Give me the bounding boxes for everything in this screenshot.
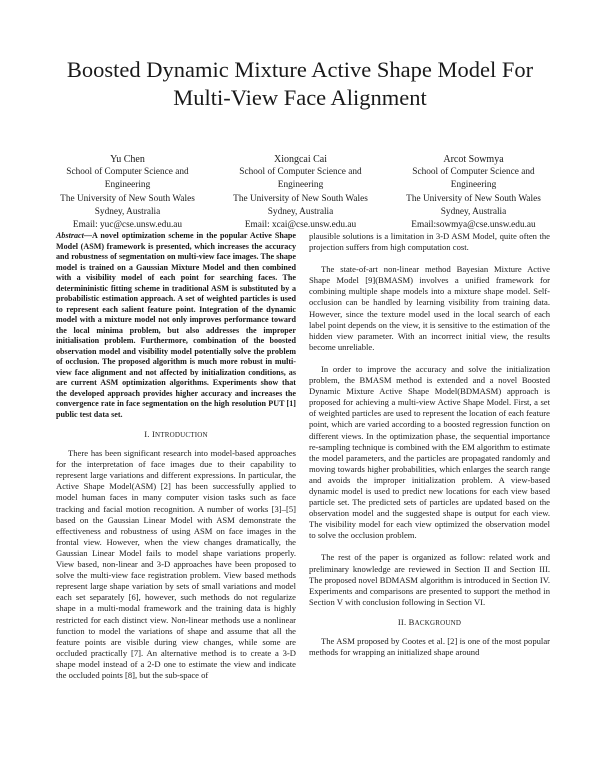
author-affiliation: Engineering — [104, 180, 151, 191]
author-university: The University of New South Wales — [406, 193, 541, 204]
author-affiliation: Engineering — [277, 180, 324, 191]
body-paragraph: The ASM proposed by Cootes et al. [2] is one of the most popular methods for wrapping an initialized shape around — [309, 636, 550, 658]
author-email: Email: xcai@cse.unsw.edu.au — [244, 220, 357, 231]
author-name: Arcot Sowmya — [443, 154, 504, 165]
abstract — [56, 231, 296, 420]
abstract-label: Abstract — [56, 231, 84, 240]
author-name: Yu Chen — [110, 154, 145, 165]
body-paragraph: plausible solutions is a limitation in 3-D ASM Model, quite often the projection suffers from high computation cost. — [309, 231, 550, 253]
author-university: The University of New South Wales — [233, 193, 368, 204]
author-1 — [40, 153, 215, 232]
title-line-1: Boosted Dynamic Mixture Active Shape Model For — [66, 57, 534, 82]
author-affiliation: School of Computer Science and — [412, 167, 535, 178]
intro-paragraph: There has been significant research into model-based approaches for the interpretation of face images due to their capability to represent large variations and different expressions. In particular, the Active Shape Model(ASM) [2] has been successfully applied to model human faces in many computer vision tasks such as face tracking and facial motion recognition. A number of works [3]–[5] based on the Gaussian Linear Model with ASM demonstrate the effectiveness and robustness of using ASM on face images in the frontal view. However, when the view changes dramatically, the Gaussian Linear Model fails to model shape variations properly. View based, non-linear and 3-D approaches have been proposed to solve the multi-view face registration problem. View based methods represent large shape variation by sets of small variations and model each set separately [6], however, such methods do not regularize shape in a multi-modal framework and the training data is highly restricted for each distinct view. Non-linear methods use a nonlinear function to model the variations of shape and assume that all the feature points are visible during view changes, while some are occluded practically [7]. An alternative method is to create a 3-D shape model instead of a 2-D one to estimate the view and indicate the occluded points [8], but the sub-space of — [56, 448, 296, 680]
body-paragraph: In order to improve the accuracy and solve the initialization problem, the BMASM method is extended and a novel Boosted Dynamic Mixture Active Shape Model(BDMASM) approach is proposed for achieving a multi-view Active Shape Model. First, a set of weighted particles are used to represent the location of each feature point, which are varied according to a boosted regression function on different views. In the optimization phase, the sequential importance re-sampling technique is combined with the EM algorithm to estimate the model parameters, and the particles are propagated randomly and moving towards higher probabilities, which enlarges the search range and avoids the improper initialization problem. A view-based dynamic model is used to predict new locations for each view based particle set. The predicted sets of particles are updated based on the observation model and the suggested shape is output for each view. The visibility model for each view optimized the observation model to solve the occlusion problem. — [309, 363, 550, 541]
abstract-text: —A novel optimization scheme in the popular Active Shape Model (ASM) framework is presented, which increases the accuracy and robustness of segmentation on multi-view face images. The shape model is trained on a Gaussian Mixture Model and then combined with a visibility model of each point for searching faces. The determininistic fitting scheme in traditional ASM is substituted by a probabilistic estimation approach. A set of weighted particles is used to represent each salient feature point. Integration of the dynamic model with a mixture model not only improves performance toward the local minima problem, but also addresses the improper initialisation problem. Furthermore, combination of the boosted observation model and visibility model potentially solve the problem of occlusion. The proposed algorithm is much more robust in multi-view face alignment and not affected by initialization conditions, as are current ASM optimization algorithms. Experiments show that the developed approach provides higher accuracy and increases the convergence rate in face segmentation on the high resolution PUT [1] public test data set. — [56, 231, 296, 419]
title-line-2: Multi-View Face Alignment — [173, 85, 427, 110]
left-column — [56, 231, 296, 681]
author-affiliation: School of Computer Science and — [239, 167, 362, 178]
author-affiliation: School of Computer Science and — [66, 167, 189, 178]
author-email: Email:sowmya@cse.unsw.edu.au — [411, 220, 536, 231]
author-location: Sydney, Australia — [94, 206, 161, 217]
author-location: Sydney, Australia — [440, 206, 507, 217]
body-paragraph: The rest of the paper is organized as follow: related work and preliminary knowledge are reviewed in Section II and Section III. The proposed novel BDMASM algorithm is introduced in Section IV. Experiments and comparisons are presented to support the method in Section V with conclusion following in Section VI. — [309, 552, 550, 607]
author-3 — [386, 153, 561, 232]
author-location: Sydney, Australia — [267, 206, 334, 217]
author-email: Email: yuc@cse.unsw.edu.au — [72, 220, 183, 231]
author-2 — [213, 153, 388, 232]
author-affiliation: Engineering — [450, 180, 497, 191]
section-heading-background: II. BACKGROUND — [397, 616, 462, 627]
body-paragraph: The state-of-art non-linear method Bayesian Mixture Active Shape Model [9](BMASM) involves a unified framework for combining multiple shape models into a mixture shape model. Self-occlusion can be handled by learning visibility from training data. However, since the texture model used in the local search of each label point depends on the view, it is sensitive to the estimation of the hidden view parameter. With an incorrect initial view, the results become unreliable. — [309, 264, 550, 352]
author-university: The University of New South Wales — [60, 193, 195, 204]
section-heading-introduction: I. INTRODUCTION — [144, 429, 208, 439]
author-name: Xiongcai Cai — [273, 154, 328, 165]
right-column — [309, 231, 550, 658]
paper-title — [30, 56, 570, 112]
